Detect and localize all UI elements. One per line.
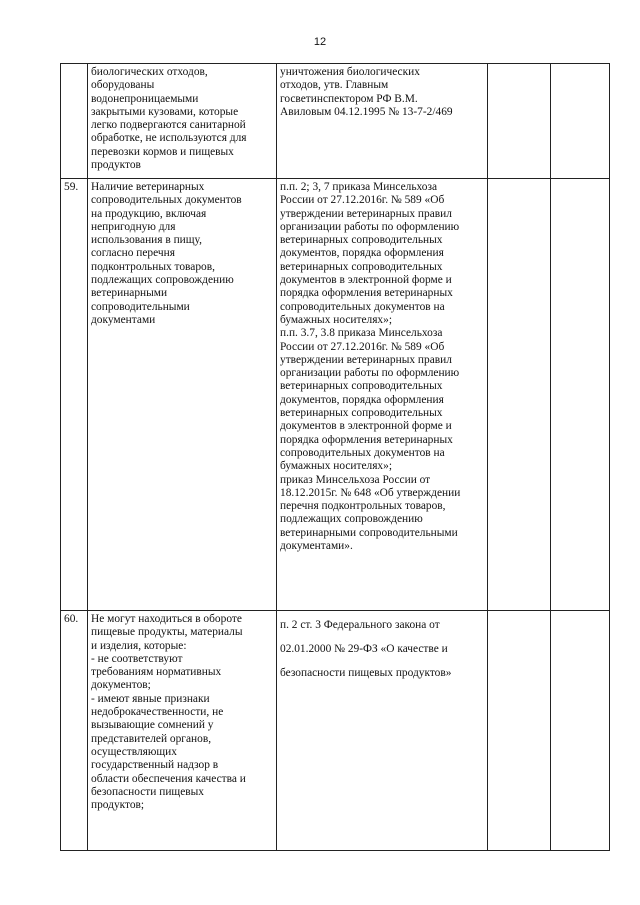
checklist-table bbox=[60, 63, 610, 851]
answer-cell[interactable] bbox=[488, 611, 551, 851]
answer-cell[interactable] bbox=[488, 64, 551, 179]
table-row bbox=[61, 179, 610, 611]
answer-cell[interactable] bbox=[551, 64, 610, 179]
table-row bbox=[61, 64, 610, 179]
row-number: 60. bbox=[61, 611, 88, 851]
requirement-text: Не могут находиться в обороте пищевые продукты, материалы и изделия, которые: - не соответствуют требованиям нормативных документов; - имеют явные признаки недоброкачественности, не вызывающие сомнений у представителей органов, осуществляющих государственный надзор в области обеспечения качества и безопасности пищевых продуктов; bbox=[91, 613, 246, 812]
answer-cell[interactable] bbox=[488, 179, 551, 611]
norm-reference-cell bbox=[277, 179, 488, 611]
row-number: 59. bbox=[61, 179, 88, 611]
requirement-text: Наличие ветеринарных сопроводительных документов на продукцию, включая непригодную для использования в пищу, согласно перечня подконтрольных товаров, подлежащих сопровождению ветеринарными сопроводительными документами bbox=[91, 181, 242, 326]
answer-cell[interactable] bbox=[551, 179, 610, 611]
table-row bbox=[61, 611, 610, 851]
requirement-cell bbox=[88, 611, 277, 851]
requirement-cell bbox=[88, 64, 277, 179]
answer-cell[interactable] bbox=[551, 611, 610, 851]
norm-reference-text: п. 2 ст. 3 Федерального закона от 02.01.2000 № 29-ФЗ «О качестве и безопасности пищевых продуктов» bbox=[280, 619, 452, 679]
page-number: 12 bbox=[313, 36, 327, 48]
row-number bbox=[61, 64, 88, 179]
norm-reference-text: п.п. 2; 3, 7 приказа Минсельхоза России от 27.12.2016г. № 589 «Об утверждении ветеринарных правил организации работы по оформлению ветеринарных сопроводительных документов, порядка оформления ветеринарных сопроводительных документов в электронной форме и порядка оформления ветеринарных сопроводительных документов на бумажных носителях»; п.п. 3.7, 3.8 приказа Минсельхоза России от 27.12.2016г. № 589 «Об утверждении ветеринарных правил организации работы по оформлению ветеринарных сопроводительных документов, порядка оформления ветеринарных сопроводительных документов в электронной форме и порядка оформления ветеринарных сопроводительных документов на бумажных носителях»; приказ Минсельхоза России от 18.12.2015г. № 648 «Об утверждении перечня подконтрольных товаров, подлежащих сопровождению ветеринарными сопроводительными документами». bbox=[280, 181, 461, 553]
requirement-cell bbox=[88, 179, 277, 611]
requirement-text: биологических отходов, оборудованы водонепроницаемыми закрытыми кузовами, которые легко подвергаются санитарной обработке, не используются для перевозки кормов и пищевых продуктов bbox=[91, 66, 247, 172]
norm-reference-cell bbox=[277, 64, 488, 179]
norm-reference-cell bbox=[277, 611, 488, 851]
norm-reference-text: уничтожения биологических отходов, утв. Главным госветинспектором РФ В.М. Авиловым 04.12.1995 № 13-7-2/469 bbox=[280, 66, 453, 118]
